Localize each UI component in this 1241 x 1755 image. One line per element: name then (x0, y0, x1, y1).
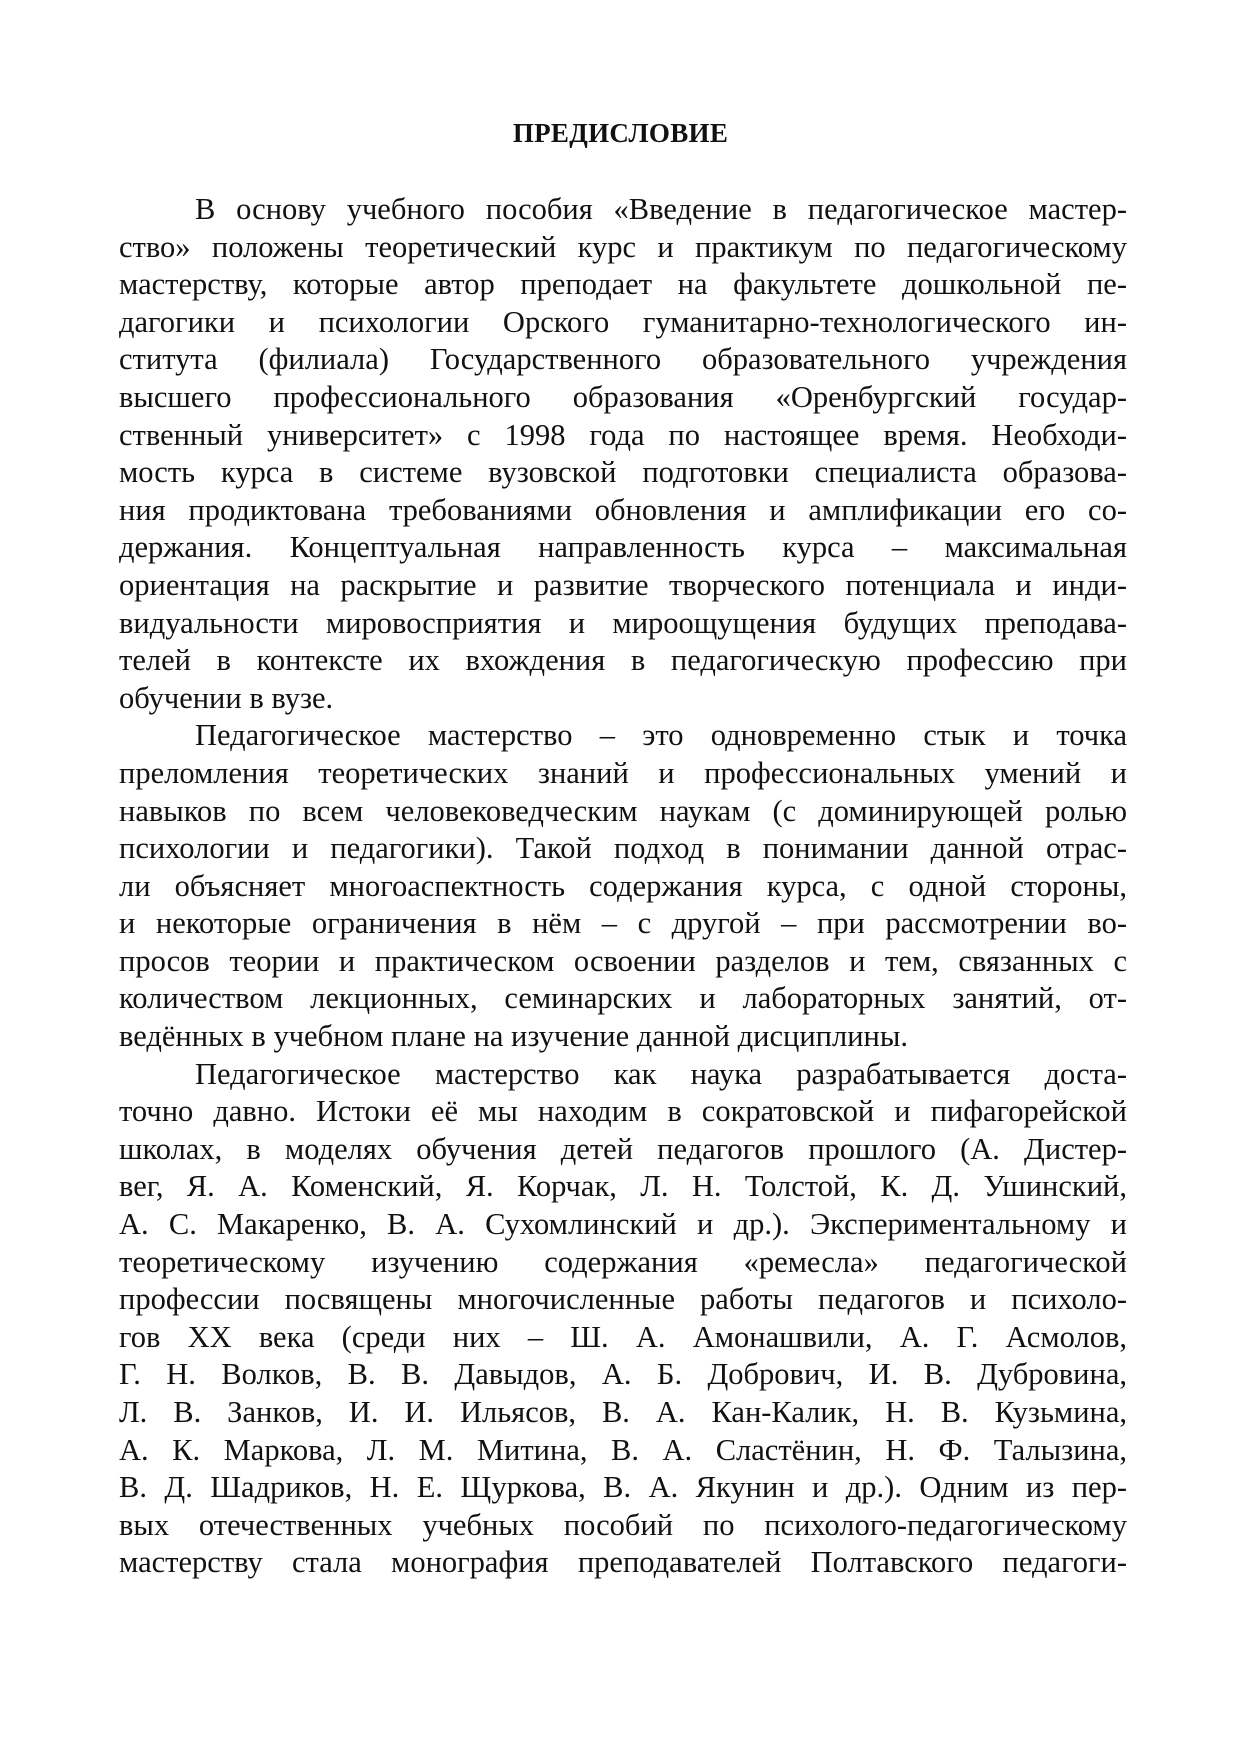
text-line: Г. Н. Волков, В. В. Давыдов, А. Б. Добрович, И. В. Дубровина, (119, 1357, 1127, 1392)
text-line: и некоторые ограничения в нём – с другой – при рассмотрении во- (119, 906, 1127, 941)
text-line: профессии посвящены многочисленные работы педагогов и психоло- (119, 1282, 1127, 1317)
text-line: Педагогическое мастерство – это одновременно стык и точка (195, 718, 1127, 753)
text-line: Педагогическое мастерство как наука разрабатывается доста- (195, 1056, 1127, 1091)
text-line: навыков по всем человековедческим наукам (с доминирующей ролью (119, 793, 1127, 828)
body-text (119, 191, 1127, 1582)
text-line: высшего профессионального образования «Оренбургский государ- (119, 379, 1127, 414)
text-line: мастерству стала монография преподавателей Полтавского педагоги- (119, 1545, 1127, 1580)
text-line: психологии и педагогики). Такой подход в понимании данной отрас- (119, 831, 1127, 866)
text-line: В основу учебного пособия «Введение в педагогическое мастер- (195, 192, 1127, 226)
text-line: держания. Концептуальная направленность курса – максимальная (119, 530, 1127, 565)
text-line: ство» положены теоретический курс и практикум по педагогическому (119, 229, 1127, 264)
text-line: точно давно. Истоки её мы находим в сократовской и пифагорейской (119, 1094, 1127, 1129)
page-title: ПРЕДИСЛОВИЕ (512, 118, 729, 148)
text-line: ли объясняет многоаспектность содержания курса, с одной стороны, (119, 868, 1127, 903)
text-line: А. С. Макаренко, В. А. Сухомлинский и др.). Экспериментальному и (119, 1207, 1127, 1242)
text-line: количеством лекционных, семинарских и лабораторных занятий, от- (119, 981, 1127, 1016)
text-line: гов XX века (среди них – Ш. А. Амонашвили, А. Г. Асмолов, (119, 1319, 1127, 1354)
text-line: преломления теоретических знаний и профессиональных умений и (119, 755, 1127, 790)
text-line: теоретическому изучению содержания «ремесла» педагогической (119, 1244, 1127, 1279)
text-line: обучении в вузе. (119, 680, 334, 715)
text-line: видуальности мировосприятия и мироощущения будущих преподава- (119, 605, 1127, 640)
text-line: ственный университет» с 1998 года по настоящее время. Необходи- (119, 417, 1127, 452)
paragraph-3 (119, 1056, 1127, 1582)
text-line: ститута (филиала) Государственного образовательного учреждения (119, 342, 1127, 377)
paragraph-2 (119, 717, 1127, 1055)
text-line: мастерству, которые автор преподает на факультете дошкольной пе- (119, 267, 1127, 302)
text-line: мость курса в системе вузовской подготовки специалиста образова- (119, 455, 1127, 490)
text-line: ния продиктована требованиями обновления и амплификации его со- (119, 492, 1127, 527)
text-line: просов теории и практическом освоении разделов и тем, связанных с (119, 943, 1127, 978)
text-line: ориентация на раскрытие и развитие творческого потенциала и инди- (119, 567, 1127, 602)
text-line: вых отечественных учебных пособий по психолого-педагогическому (119, 1507, 1127, 1542)
text-line: А. К. Маркова, Л. М. Митина, В. А. Сластёнин, Н. Ф. Талызина, (119, 1432, 1127, 1467)
text-line: школах, в моделях обучения детей педагогов прошлого (А. Дистер- (119, 1131, 1127, 1166)
text-line: ведённых в учебном плане на изучение данной дисциплины. (119, 1019, 908, 1054)
paragraph-1 (119, 191, 1127, 717)
text-line: вег, Я. А. Коменский, Я. Корчак, Л. Н. Толстой, К. Д. Ушинский, (119, 1169, 1127, 1204)
text-line: телей в контексте их вхождения в педагогическую профессию при (119, 643, 1127, 678)
text-line: Л. В. Занков, И. И. Ильясов, В. А. Кан-Калик, Н. В. Кузьмина, (119, 1395, 1127, 1429)
text-line: В. Д. Шадриков, Н. Е. Щуркова, В. А. Якунин и др.). Одним из пер- (119, 1470, 1127, 1505)
text-line: дагогики и психологии Орского гуманитарно-технологического ин- (119, 304, 1127, 339)
